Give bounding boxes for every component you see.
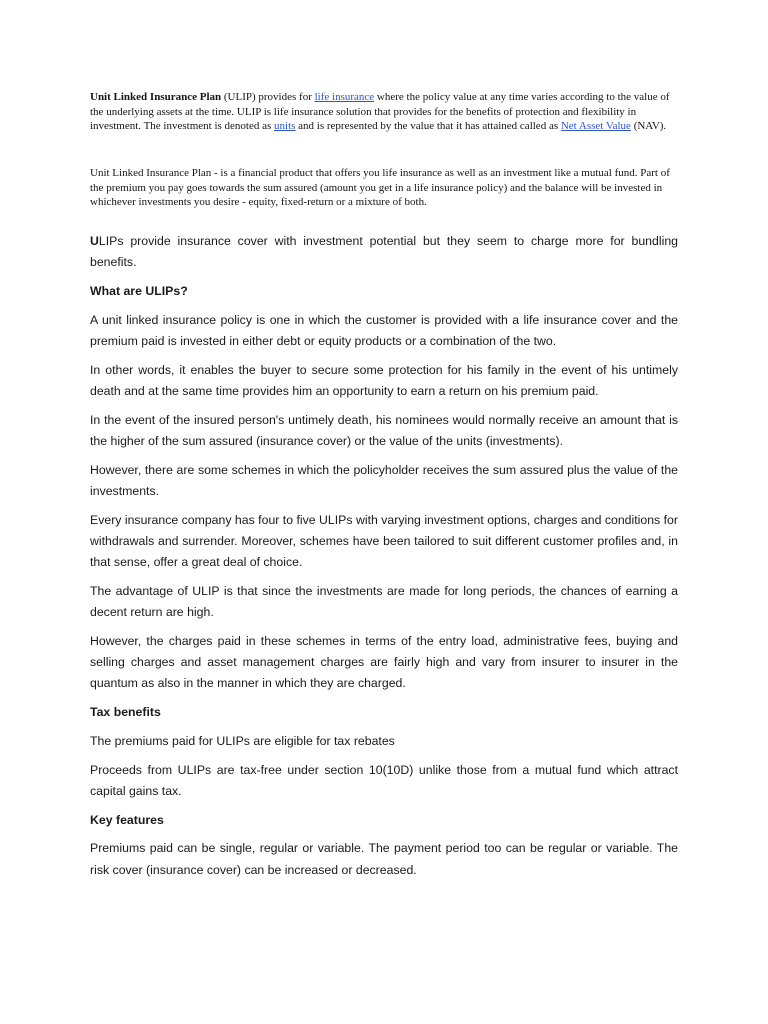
heading-what-are-ulips: What are ULIPs? [90,283,188,298]
what-paragraph-1: A unit linked insurance policy is one in which the customer is provided with a life insurance cover and the premium paid is invested in either debt or equity products or a combination of the two. [90,312,678,348]
life-insurance-link[interactable]: life insurance [314,91,375,103]
intro-text-2: where the policy value at any time varies according to the value of the underlying assets at the time. ULIP is life insurance solution that provides for the benefits of protection and flexibility in investment. The investment is denoted as [90,91,670,132]
units-link[interactable]: units [274,120,296,132]
tax-paragraph-2: Proceeds from ULIPs are tax-free under section 10(10D) unlike those from a mutual fund which attract capital gains tax. [90,762,678,798]
intro-text-1: (ULIP) provides for [221,91,315,103]
what-paragraph-5: Every insurance company has four to five ULIPs with varying investment options, charges and conditions for withdrawals and surrender. Moreover, schemes have been tailored to suit different customer profiles and, in that sense, offer a great deal of choice. [90,512,678,570]
intro-text-3: and is represented by the value that it has attained called as [295,120,561,132]
what-paragraph-6: The advantage of ULIP is that since the investments are made for long periods, the chances of earning a decent return are high. [90,583,678,620]
what-paragraph-3: In the event of the insured person's untimely death, his nominees would normally receive an amount that is the higher of the sum assured (insurance cover) or the value of the units (investments). [90,412,678,448]
what-paragraph-7: However, the charges paid in these schemes in terms of the entry load, administrative fees, buying and selling charges and asset management charges are fairly high and vary from insurer to insurer in the quantum as also in the manner in which they are charged. [90,633,678,691]
tax-paragraph-1: The premiums paid for ULIPs are eligible for tax rebates [90,733,395,748]
key-paragraph-1: Premiums paid can be single, regular or variable. The payment period too can be regular or variable. The risk cover (insurance cover) can be increased or decreased. [90,841,678,877]
heading-tax-benefits: Tax benefits [90,705,161,720]
heading-key-features: Key features [90,812,164,827]
intro-paragraph-ulip-definition [90,90,678,134]
term-unit-linked-insurance-plan: Unit Linked Insurance Plan [90,91,222,103]
intro-text-4: (NAV). [630,120,667,132]
what-paragraph-4: However, there are some schemes in which the policyholder receives the sum assured plus the value of the investments. [90,462,678,498]
intro-paragraph-financial-product: Unit Linked Insurance Plan - is a financial product that offers you life insurance as well as an investment like a mutual fund. Part of the premium you pay goes towards the sum assured (amount you get in a life insurance policy) and the balance will be invested in whichever investments you desire - equity, fixed-return or a mixture of both. [90,167,670,208]
article-body [90,231,678,888]
net-asset-value-link[interactable]: Net Asset Value [560,120,631,132]
lead-paragraph: ULIPs provide insurance cover with investment potential but they seem to charge more for bundling benefits. [90,234,678,270]
what-paragraph-2: In other words, it enables the buyer to secure some protection for his family in the event of his untimely death and at the same time provides him an opportunity to earn a return on his premium paid. [90,362,678,398]
